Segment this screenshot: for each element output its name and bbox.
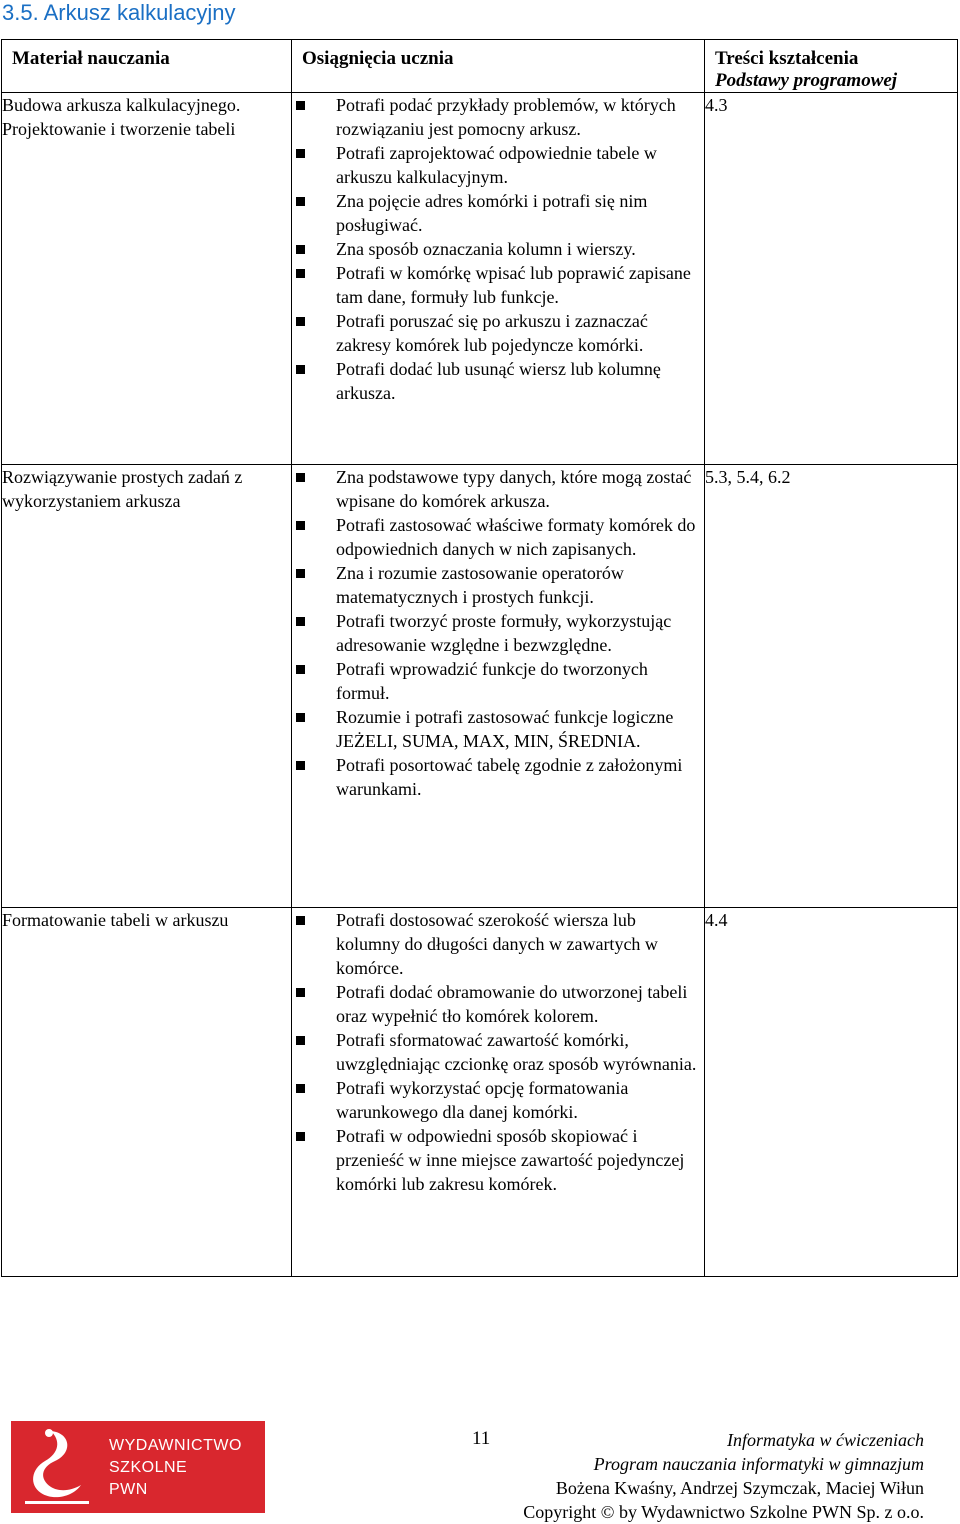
logo-line: SZKOLNE: [109, 1459, 188, 1476]
list-item: [292, 753, 704, 801]
bullet-square-icon: [296, 761, 305, 770]
material-cell: Formatowanie tabeli w arkuszu: [2, 908, 292, 1277]
achievements-list: [292, 908, 704, 1196]
bullet-square-icon: [296, 1132, 305, 1141]
table-row: [2, 465, 958, 908]
list-item: [292, 1124, 704, 1196]
list-item: [292, 189, 704, 237]
header-achievements: Osiągnięcia ucznia: [292, 40, 705, 93]
list-item: [292, 357, 704, 405]
list-item: [292, 908, 704, 980]
list-item-text: Potrafi poruszać się po arkuszu i zaznaczać zakresy komórek lub pojedyncze komórki.: [336, 311, 648, 355]
logo-line: PWN: [109, 1481, 148, 1498]
book-title: Informatyka w ćwiczeniach: [727, 1430, 924, 1450]
bullet-square-icon: [296, 713, 305, 722]
content-cell: 5.3, 5.4, 6.2: [705, 465, 958, 908]
authors: Bożena Kwaśny, Andrzej Szymczak, Maciej Wiłun: [555, 1478, 924, 1498]
logo-line: WYDAWNICTWO: [109, 1437, 242, 1454]
content-cell: 4.4: [705, 908, 958, 1277]
list-item-text: Zna podstawowe typy danych, które mogą zostać wpisane do komórek arkusza.: [336, 467, 692, 511]
list-item-text: Potrafi dostosować szerokość wiersza lub kolumny do długości danych w zawartych w komórce.: [336, 910, 658, 978]
list-item: [292, 1076, 704, 1124]
curriculum-table: [1, 39, 958, 1277]
list-item: [292, 609, 704, 657]
achievements-cell: [292, 908, 705, 1277]
bullet-square-icon: [296, 365, 305, 374]
list-item: [292, 465, 704, 513]
bullet-square-icon: [296, 149, 305, 158]
list-item: [292, 93, 704, 141]
bullet-square-icon: [296, 317, 305, 326]
list-item-text: Potrafi dodać lub usunąć wiersz lub kolumnę arkusza.: [336, 359, 661, 403]
list-item: [292, 980, 704, 1028]
bullet-square-icon: [296, 617, 305, 626]
logo-text: [109, 1435, 242, 1501]
section-title: 3.5. Arkusz kalkulacyjny: [2, 0, 236, 25]
header-content: [705, 40, 958, 93]
header-content-subtitle: Podstawy programowej: [715, 70, 898, 91]
bullet-square-icon: [296, 101, 305, 110]
list-item-text: Zna pojęcie adres komórki i potrafi się nim posługiwać.: [336, 191, 648, 235]
header-content-title: Treści kształcenia: [715, 48, 859, 69]
list-item-text: Potrafi w komórkę wpisać lub poprawić zapisane tam dane, formuły lub funkcje.: [336, 263, 691, 307]
list-item-text: Zna sposób oznaczania kolumn i wierszy.: [336, 239, 636, 259]
program-title: Program nauczania informatyki w gimnazjum: [593, 1454, 924, 1474]
list-item: [292, 1028, 704, 1076]
bullet-square-icon: [296, 269, 305, 278]
list-item: [292, 309, 704, 357]
bullet-square-icon: [296, 245, 305, 254]
bullet-square-icon: [296, 521, 305, 530]
achievements-cell: [292, 465, 705, 908]
list-item: [292, 141, 704, 189]
swan-logo-icon: [11, 1421, 101, 1513]
list-item-text: Potrafi posortować tabelę zgodnie z założonymi warunkami.: [336, 755, 683, 799]
footer-info: [523, 1428, 924, 1524]
list-item-text: Potrafi wprowadzić funkcje do tworzonych formuł.: [336, 659, 648, 703]
bullet-square-icon: [296, 1084, 305, 1093]
list-item-text: Potrafi zastosować właściwe formaty komórek do odpowiednich danych w nich zapisanych.: [336, 515, 696, 559]
achievements-cell: [292, 93, 705, 465]
list-item: [292, 657, 704, 705]
material-cell: Budowa arkusza kalkulacyjnego. Projektowanie i tworzenie tabeli: [2, 93, 292, 465]
achievements-list: [292, 465, 704, 801]
bullet-square-icon: [296, 1036, 305, 1045]
bullet-square-icon: [296, 988, 305, 997]
list-item: [292, 561, 704, 609]
material-cell: Rozwiązywanie prostych zadań z wykorzystaniem arkusza: [2, 465, 292, 908]
achievements-list: [292, 93, 704, 405]
list-item-text: Potrafi zaprojektować odpowiednie tabele w arkuszu kalkulacyjnym.: [336, 143, 657, 187]
list-item-text: Potrafi sformatować zawartość komórki, uwzględniając czcionkę oraz sposób wyrównania.: [336, 1030, 697, 1074]
list-item: [292, 237, 704, 261]
list-item: [292, 705, 704, 753]
content-cell: 4.3: [705, 93, 958, 465]
bullet-square-icon: [296, 665, 305, 674]
list-item-text: Potrafi dodać obramowanie do utworzonej tabeli oraz wypełnić tło komórek kolorem.: [336, 982, 688, 1026]
bullet-square-icon: [296, 197, 305, 206]
publisher-logo: [11, 1421, 265, 1513]
page-number: 11: [472, 1428, 491, 1449]
header-row: [2, 40, 958, 93]
header-material: Materiał nauczania: [2, 40, 292, 93]
table-row: [2, 93, 958, 465]
list-item-text: Rozumie i potrafi zastosować funkcje logiczne JEŻELI, SUMA, MAX, MIN, ŚREDNIA.: [336, 707, 674, 751]
list-item-text: Potrafi wykorzystać opcję formatowania warunkowego dla danej komórki.: [336, 1078, 629, 1122]
table-row: [2, 908, 958, 1277]
bullet-square-icon: [296, 569, 305, 578]
list-item-text: Potrafi tworzyć proste formuły, wykorzystując adresowanie względne i bezwzględne.: [336, 611, 672, 655]
copyright: Copyright © by Wydawnictwo Szkolne PWN Sp. z o.o.: [523, 1502, 924, 1522]
list-item: [292, 513, 704, 561]
list-item-text: Potrafi podać przykłady problemów, w których rozwiązaniu jest pomocny arkusz.: [336, 95, 676, 139]
bullet-square-icon: [296, 473, 305, 482]
list-item: [292, 261, 704, 309]
list-item-text: Potrafi w odpowiedni sposób skopiować i przenieść w inne miejsce zawartość pojedynczej komórki lub zakresu komórek.: [336, 1126, 685, 1194]
bullet-square-icon: [296, 916, 305, 925]
list-item-text: Zna i rozumie zastosowanie operatorów matematycznych i prostych funkcji.: [336, 563, 624, 607]
